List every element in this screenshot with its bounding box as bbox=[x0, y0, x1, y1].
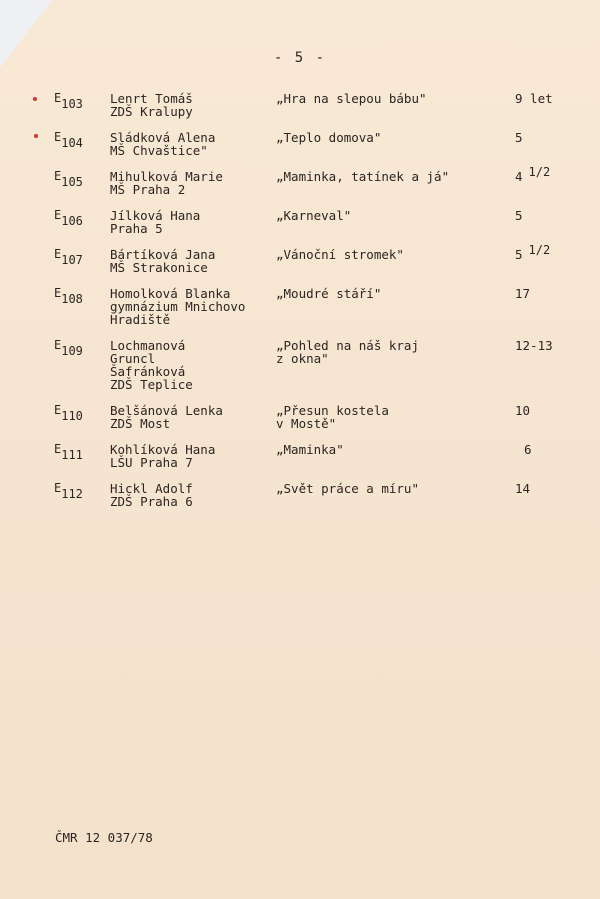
entry-row bbox=[0, 88, 600, 127]
entry-author: Belšánová Lenka ZDŠ Most bbox=[110, 403, 223, 431]
entry-title: „Teplo domova" bbox=[276, 130, 382, 145]
entry-title: „Moudré stáří" bbox=[276, 286, 382, 301]
entry-code: E110 bbox=[54, 403, 83, 423]
entry-age: 5 bbox=[515, 130, 523, 145]
entry-title: „Pohled na náš kraj z okna" bbox=[276, 338, 419, 366]
entry-code: E107 bbox=[54, 247, 83, 267]
entry-author: Jílková Hana Praha 5 bbox=[110, 208, 201, 236]
entry-age: 12-13 bbox=[515, 338, 553, 353]
entry-row bbox=[0, 439, 600, 478]
entry-age: 6 bbox=[524, 442, 532, 457]
entry-title: „Maminka, tatínek a já" bbox=[276, 169, 450, 184]
document-reference: ČMR 12 037/78 bbox=[55, 830, 153, 845]
entry-row bbox=[0, 283, 600, 335]
entry-code: E105 bbox=[54, 169, 83, 189]
entry-code: E109 bbox=[54, 338, 83, 358]
entry-row bbox=[0, 166, 600, 205]
age-fraction: 1/2 bbox=[528, 243, 551, 257]
entry-title: „Vánoční stromek" bbox=[276, 247, 404, 262]
entry-row bbox=[0, 335, 600, 400]
entry-list bbox=[0, 88, 600, 517]
entry-code: E111 bbox=[54, 442, 83, 462]
entry-age: 5 1/2 bbox=[515, 243, 551, 262]
entry-author: Sládková Alena MŠ Chvaštice" bbox=[110, 130, 216, 158]
entry-author: Bártíková Jana MŠ Strakonice bbox=[110, 247, 216, 275]
entry-age: 10 bbox=[515, 403, 531, 418]
entry-row bbox=[0, 478, 600, 517]
entry-title: „Svět práce a míru" bbox=[276, 481, 419, 496]
age-fraction: 1/2 bbox=[528, 165, 551, 179]
entry-age: 5 bbox=[515, 208, 523, 223]
entry-author: Kohlíková Hana LŠU Praha 7 bbox=[110, 442, 216, 470]
entry-code: E104 bbox=[54, 130, 83, 150]
entry-title: „Karneval" bbox=[276, 208, 352, 223]
entry-code: E108 bbox=[54, 286, 83, 306]
entry-author: Hickl Adolf ZDŠ Praha 6 bbox=[110, 481, 193, 509]
entry-code: E106 bbox=[54, 208, 83, 228]
entry-row bbox=[0, 244, 600, 283]
entry-author: Homolková Blanka gymnázium Mnichovo Hradiště bbox=[110, 286, 246, 327]
entry-code: E103 bbox=[54, 91, 83, 111]
entry-age: 9 let bbox=[515, 91, 553, 106]
entry-title: „Maminka" bbox=[276, 442, 344, 457]
page-number: - 5 - bbox=[273, 50, 327, 66]
entry-author: Lochmanová Gruncl Šafránková ZDŠ Teplice bbox=[110, 338, 193, 392]
entry-age: 14 bbox=[515, 481, 531, 496]
entry-row bbox=[0, 205, 600, 244]
entry-row bbox=[0, 400, 600, 439]
entry-author: Mihulková Marie MŠ Praha 2 bbox=[110, 169, 223, 197]
entry-author: Lenrt Tomáš ZDŠ Kralupy bbox=[110, 91, 193, 119]
entry-row bbox=[0, 127, 600, 166]
entry-code: E112 bbox=[54, 481, 83, 501]
entry-title: „Přesun kostela v Mostě" bbox=[276, 403, 389, 431]
entry-title: „Hra na slepou bábu" bbox=[276, 91, 427, 106]
entry-age: 4 1/2 bbox=[515, 165, 551, 184]
entry-age: 17 bbox=[515, 286, 531, 301]
